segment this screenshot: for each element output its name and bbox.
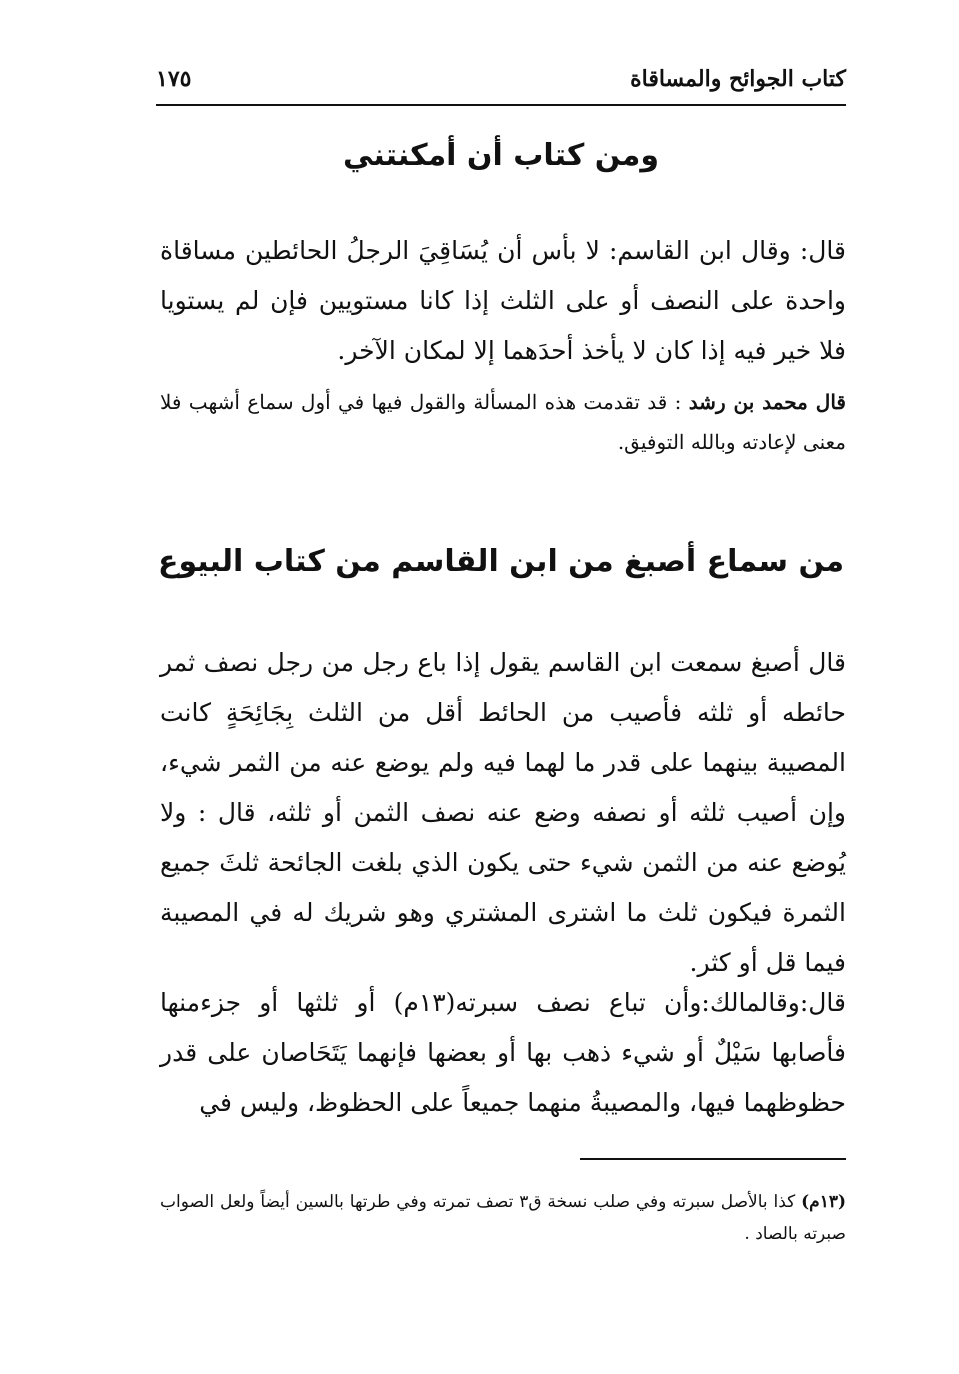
footnote bbox=[160, 1186, 846, 1250]
running-header bbox=[156, 62, 846, 102]
paragraph bbox=[160, 978, 846, 1128]
paragraph-text: قال: وقال ابن القاسم: لا بأس أن يُسَاقِيَ الرجلُ الحائطين مساقاة واحدة على النصف أو على الثلث إذا كانا مستويين فإن لم يستويا فلا خير فيه إذا كان لا يأخذ أحدَهما إلا لمكان الآخر. bbox=[160, 236, 846, 365]
section-heading: من سماع أصبغ من ابن القاسم من كتاب البيوع bbox=[157, 544, 845, 579]
header-divider bbox=[156, 104, 846, 106]
page-number: ١٧٥ bbox=[156, 66, 192, 92]
commentator-name: قال محمد بن رشد bbox=[688, 390, 846, 414]
footnote-divider bbox=[580, 1158, 846, 1160]
paragraph-text: : قد تقدمت هذه المسألة والقول فيها في أول سماع أشهب فلا معنى لإعادته وبالله التوفيق. bbox=[160, 390, 846, 454]
commentary-paragraph bbox=[160, 382, 846, 462]
section-heading: ومن كتاب أن أمكنتني bbox=[343, 138, 659, 173]
paragraph bbox=[160, 226, 846, 376]
paragraph-text: قال:وقالمالك:وأن تباع نصف سبرته(١٣م) أو ثلثها أو جزءمنها فأصابها سَيْلٌ أو شيء ذهب بها أو بعضها فإنهما يَتَحَاصان على قدر حظوظهما فيها، والمصيبةُ منهما جميعاً على الحظوظ، وليس في bbox=[160, 988, 846, 1117]
paragraph bbox=[160, 638, 846, 988]
paragraph-text: قال أصبغ سمعت ابن القاسم يقول إذا باع رجل من رجل نصف ثمر حائطه أو ثلثه فأصيب من الحائط أقل من الثلث بِجَائِحَةٍ كانت المصيبة بينهما على قدر ما لهما فيه ولم يوضع عنه من الثمر شيء، وإن أصيب ثلثه أو نصفه وضع عنه نصف الثمن أو ثلثه، قال : ولا يُوضع عنه من الثمن شيء حتى يكون الذي بلغت الجائحة ثلثَ جميع الثمرة فيكون ثلث ما اشترى المشتري وهو شريك له في المصيبة فيما قل أو كثر. bbox=[160, 648, 846, 977]
footnote-text: كذا بالأصل سبرته وفي صلب نسخة ق٣ تصف تمرته وفي طرتها بالسين أيضاً ولعل الصواب صبرته بالصاد . bbox=[160, 1192, 846, 1244]
footnote-marker: (١٣م) bbox=[801, 1192, 846, 1212]
header-title: كتاب الجوائح والمساقاة bbox=[630, 66, 846, 92]
